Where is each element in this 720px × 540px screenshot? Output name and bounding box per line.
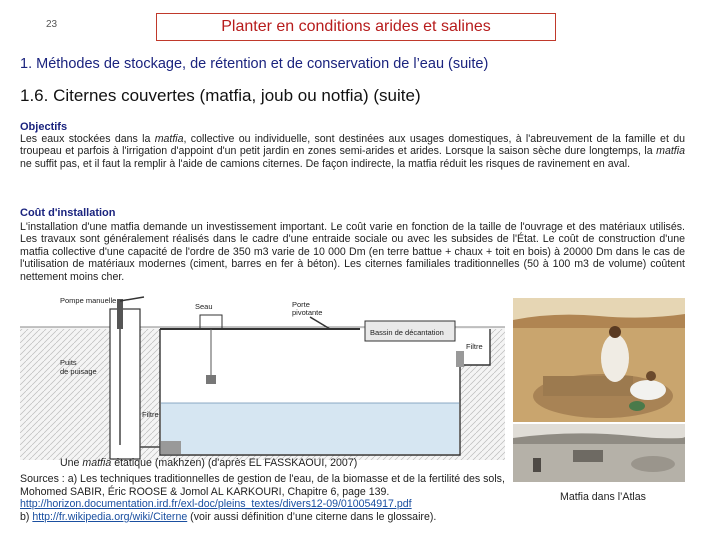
filter-right bbox=[456, 351, 464, 367]
bucket bbox=[206, 375, 216, 384]
pump-handle bbox=[120, 297, 144, 301]
subsection-heading: 1.6. Citernes couvertes (matfia, joub ou notfia) (suite) bbox=[20, 86, 421, 105]
section-heading: 1. Méthodes de stockage, de rétention et de conservation de l’eau (suite) bbox=[20, 56, 489, 72]
atlas-photo bbox=[513, 424, 685, 482]
label-puits-2: de puisage bbox=[60, 367, 97, 376]
person-figure bbox=[601, 334, 629, 382]
well-shaft bbox=[110, 309, 140, 459]
cout-paragraph: L'installation d'une matfia demande un investissement important. Le coût varie en fonction de la taille de l'ouvrage et des matériaux utilisés. Les travaux sont généralement réalisés dans le cadre d'une entraide sociale ou avec les subsides de l'État. Le coût de construction d'une matfia collective d'une capacité de l'ordre de 350 m3 varie de 10 000 Dm (en terre battue + chaux + toit en bois) à 20000 Dm dans le cas de l'utilisation de matériaux modernes (ciment, barres en fer à béton). Les citernes familiales traditionnelles (50 à 100 m3 de volume) coûtent nettement moins cher. bbox=[20, 221, 685, 283]
filter-bottom bbox=[161, 441, 181, 454]
label-porte-2: pivotante bbox=[292, 308, 323, 317]
label-puits-1: Puits bbox=[60, 358, 77, 367]
source-link-b[interactable]: http://fr.wikipedia.org/wiki/Citerne bbox=[32, 510, 188, 523]
objectifs-paragraph: Les eaux stockées dans la matfia, collective ou individuelle, sont destinées aux usages domestiques, à l'abreuvement de la famille et du troupeau et parfois à l'irrigation d'appoint d'un petit jardin en zones semi-arides et arides. Lorsque la saison sèche dure longtemps, la matfia ne suffit pas, et il faut la remplir à l'aide de camions citernes. De façon indirecte, la matfia réduit les risques de ravinement en aval. bbox=[20, 133, 685, 170]
water bbox=[161, 403, 459, 454]
label-filtre-bottom: Filtre bbox=[142, 410, 159, 419]
photo-caption: Matfia dans l’Atlas bbox=[560, 491, 646, 503]
label-filtre-right: Filtre bbox=[466, 342, 483, 351]
cout-heading: Coût d'installation bbox=[20, 207, 116, 219]
page-title: Planter en conditions arides et salines bbox=[156, 13, 556, 41]
label-pompe: Pompe manuelle bbox=[60, 296, 117, 305]
source-link-a[interactable]: http://horizon.documentation.ird.fr/exl-doc/pleins_textes/divers12-09/010054917.pdf bbox=[20, 498, 412, 511]
sources: Sources : a) Les techniques traditionnelles de gestion de l'eau, de la biomasse et de la fertilité des sols, Mohomed SABIR, Éric ROOSE & Jomol AL KARKOURI, Chapitre 6, page 139. http://horizon.documentation.ird.fr/exl-doc/pleins_textes/divers12-09/010054917.pdf b) http://fr.wikipedia.org/wiki/Citerne (voir aussi définition d’une citerne dans le glossaire). bbox=[20, 473, 505, 523]
matfia-photo bbox=[513, 298, 685, 422]
label-porte-1: Porte bbox=[292, 300, 310, 309]
diagram-caption: Une matfia étatique (makhzen) (d'après EL FASSKAOUI, 2007) bbox=[60, 457, 358, 469]
label-bassin: Bassin de décantation bbox=[370, 328, 444, 337]
page-number: 23 bbox=[46, 19, 58, 30]
pump-body bbox=[117, 299, 123, 329]
objectifs-heading: Objectifs bbox=[20, 121, 68, 133]
label-seau: Seau bbox=[195, 302, 213, 311]
matfia-diagram bbox=[20, 295, 505, 460]
